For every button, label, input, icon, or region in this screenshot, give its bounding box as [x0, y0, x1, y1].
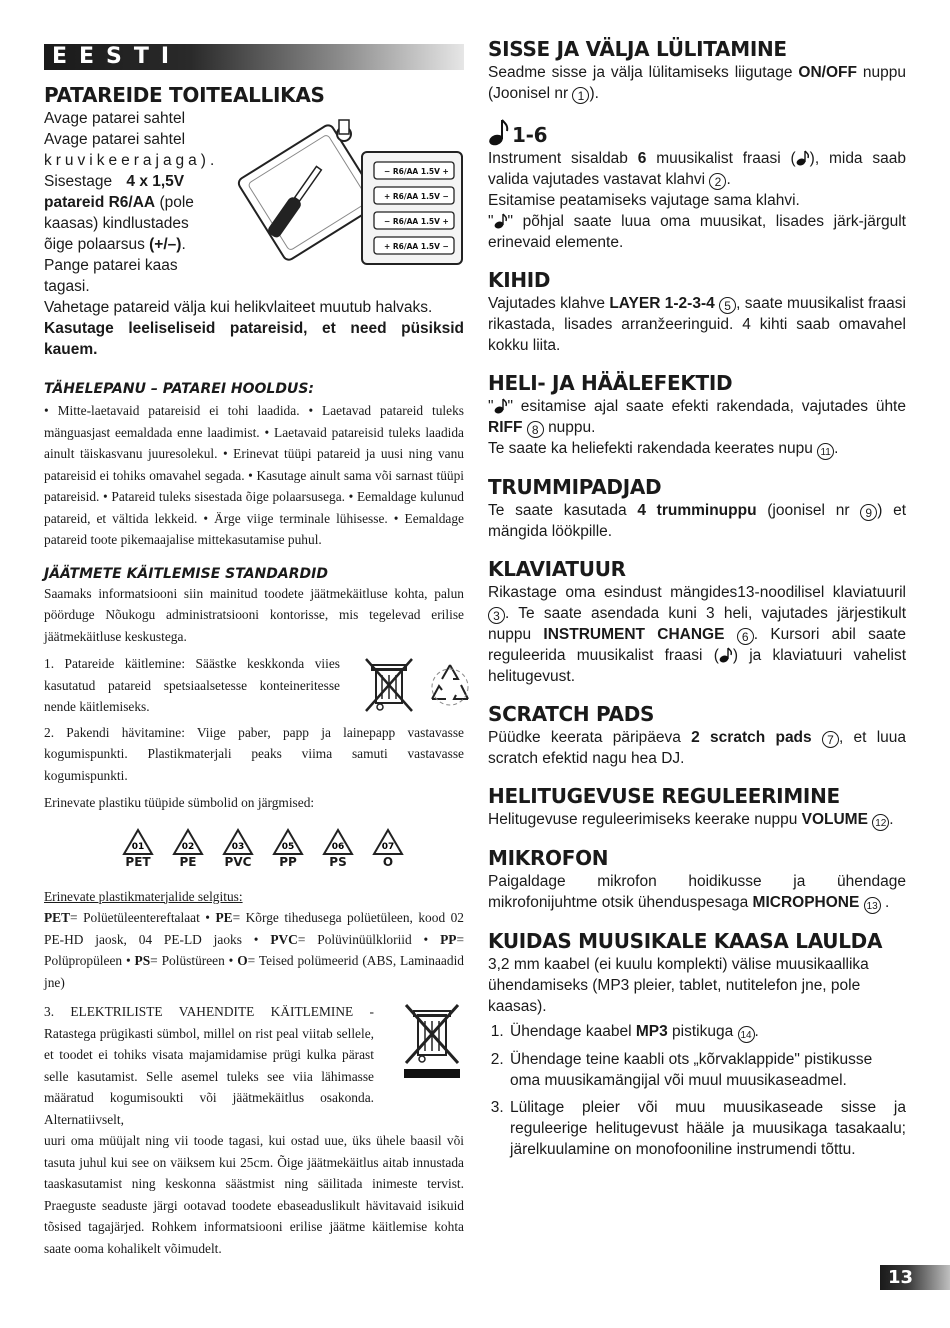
- singalong-title: KUIDAS MUUSIKALE KAASA LAULDA: [488, 929, 883, 953]
- plastic-legend-title: Erinevate plastikmaterjalide selgitus:: [44, 888, 243, 904]
- scratch-section: [488, 703, 906, 769]
- volume-section: [488, 785, 906, 831]
- battery-text-line: Pange patarei kaas: [44, 257, 178, 274]
- onoff-section: [488, 38, 906, 104]
- legend-key: PS: [134, 953, 151, 968]
- battery-type: patareid R6/AA: [44, 194, 156, 211]
- legend-key: PVC: [270, 931, 298, 947]
- svg-text:+ R6/AA 1.5V −: + R6/AA 1.5V −: [384, 192, 449, 201]
- legend-key: PET: [44, 910, 71, 925]
- battery-text-line: tagasi.: [44, 278, 90, 295]
- right-column: [488, 38, 906, 1176]
- phrases-text-part: " põhjal saate luua oma muusikat, lisades järk-järgult erinevaid elemente.: [488, 213, 906, 251]
- svg-text:+ R6/AA 1.5V −: + R6/AA 1.5V −: [384, 242, 449, 251]
- plastic-recycle-symbol: [372, 828, 404, 868]
- plastic-legend: [44, 907, 464, 993]
- keyboard-text: [488, 582, 906, 687]
- figure-number: 9: [860, 504, 877, 521]
- onoff-key: ON/OFF: [798, 64, 857, 81]
- legend-text: = Polüstüreen •: [150, 953, 234, 968]
- battery-text-part: (pole: [159, 194, 194, 211]
- figure-number: 1: [572, 87, 589, 104]
- battery-instructions: [44, 108, 219, 297]
- plastic-recycle-symbol: [122, 828, 154, 868]
- battery-text-line: õige polaarsus (+/–).: [44, 236, 186, 253]
- battery-care-title: TÄHELEPANU – PATAREI HOOLDUS:: [44, 381, 315, 397]
- battery-text-line: [44, 171, 212, 192]
- singalong-step: [508, 1049, 906, 1091]
- legend-text: = Teised polümeerid (ABS, Laminaadid jne): [44, 953, 464, 990]
- waste-battery-section: [44, 653, 464, 718]
- left-column: [44, 44, 464, 1259]
- battery-text-part: Sisestage: [44, 173, 113, 190]
- recycle-code: 02: [181, 841, 195, 852]
- onoff-text-part: Seadme sisse ja välja lülitamiseks liigutage: [488, 64, 793, 81]
- mic-key: MICROPHONE: [752, 894, 860, 911]
- keyboard-title: KLAVIATUUR: [488, 557, 626, 581]
- recycle-code: 01: [131, 841, 145, 852]
- phrases-create-text: [488, 211, 906, 253]
- effects-text-part: ": [488, 398, 494, 415]
- recycle-label: PVC: [224, 854, 252, 869]
- waste-electrical-text-b: uuri oma müüjalt ning vii toode tagasi, kui ostad uue, üks ühele baasil või tasuta juhul kui see on väiksem kui 25cm. Õige jäätmekäitlus aitab innustada taaskasutamist ning keskonna säästmist ning säilitada inimeste tervist. Praeguste seaduste järgi ootavad toodete ebaseaduslikult hävitavaid isikuid tõsised tagajärjed. Rohkem informatsiooni erilise jäätme käitlemise kohta saate ooma kohalikelt võimudelt.: [44, 1133, 464, 1256]
- drums-title: TRUMMIPADJAD: [488, 475, 662, 499]
- figure-number: 6: [737, 628, 754, 645]
- figure-number: 13: [864, 897, 881, 914]
- layers-key: LAYER 1-2-3-4: [609, 295, 715, 312]
- figure-number: 5: [719, 297, 736, 314]
- effects-key: RIFF: [488, 419, 523, 436]
- weee-crossed-bin-icon: [400, 1001, 464, 1081]
- figure-number: 2: [709, 173, 726, 190]
- recycle-label: PE: [179, 854, 197, 869]
- battery-replace-text: Vahetage patareid välja kui helikvlaiteet muutub halvaks.: [44, 299, 433, 316]
- legend-text: = Polüpropüleen •: [44, 931, 465, 968]
- figure-number: 11: [817, 443, 834, 460]
- effects-section: [488, 372, 906, 460]
- svg-text:− R6/AA 1.5V +: − R6/AA 1.5V +: [384, 167, 449, 176]
- scratch-text-part: Püüdke keerata päripäeva: [488, 729, 681, 746]
- legend-text: = Polüetüleentereftalaat •: [70, 910, 210, 925]
- battery-care-text: • Mitte-laetavaid patareisid ei tohi laadida. • Laetavad patareid tuleks mänguasjast eemaldada enne laadimist. • Laetavaid patareisid tuleks laadida ainult täiskasvanu juuresolekul. • Erinevat tüüpi patareid ja uusi ning vanu patareisid ei tohiks omavahel segada. • Kasutage ainult sama või sarnast tüüpi patareisid. • Patareid tuleks sisestada õige polaarsusega. • Eemaldage kulunud patareid, et vältida lekkeid. • Ärge viige terminale lühisesse. • Eemaldage patareid toote pikemaajalise mittekasutamise puhul.: [44, 403, 464, 547]
- waste-intro: Saamaks informatsiooni siin mainitud toodete jäätmekäitluse kohta, palun pöörduge Nõukogu administratsiooni kontorisse, mis tegelevad erilise jäätmekäitluse keskustega.: [44, 585, 464, 644]
- step-text: Ühendage kaabel: [510, 1023, 632, 1040]
- effects-text-part: " esitamise ajal saate efekti rakendada, vajutades ühte: [507, 398, 906, 415]
- figure-number: 7: [822, 731, 839, 748]
- keyboard-section: [488, 558, 906, 687]
- battery-compartment-illustration: [234, 112, 464, 272]
- step-text: Ühendage teine kaabli ots „kõrvaklappide" pistikusse oma muusikamängijal või muul muusikaseadmel.: [510, 1051, 873, 1089]
- battery-alkaline-text: Kasutage leeliseliseid patareisid, et need püsiksid kauem.: [44, 320, 464, 358]
- step-text: pistikuga: [672, 1023, 734, 1040]
- mic-text: [488, 871, 906, 914]
- battery-section: [44, 108, 464, 360]
- drums-section: [488, 476, 906, 542]
- mic-text-part: Paigaldage mikrofon hoidikusse ja ühendage mikrofonijuhtme otsik ühenduspesaga: [488, 873, 906, 911]
- singalong-step: [508, 1021, 906, 1043]
- phrases-text-part: muusikalist fraasi (: [656, 150, 796, 167]
- phrases-text-part: ": [488, 213, 494, 230]
- plastic-recycle-symbol: [222, 828, 254, 868]
- recycle-code: 07: [381, 841, 395, 852]
- drums-text-part: ) et mängida löökpille.: [488, 502, 907, 540]
- scratch-key: 2 scratch pads: [691, 729, 812, 746]
- waste-title: JÄÄTMETE KÄITLEMISE STANDARDID: [44, 565, 328, 582]
- keyboard-text-part: Rikastage oma esindust mängides13-noodilisel klaviatuuril: [488, 584, 906, 601]
- onoff-text-part: nuppu (Joonisel nr: [488, 64, 907, 102]
- phrases-stop-text: Esitamise peatamiseks vajutage sama klahvi.: [488, 192, 800, 209]
- layers-text: [488, 293, 906, 356]
- waste-electrical-text-a: 3. ELEKTRILISTE VAHENDITE KÄITLEMINE - Ratastega prügikasti sümbol, millel on rist peal viitab sellele, et toodet ei tohiks visata majamidamise prügi kulka pärast selle kasutamist. Selle asemel tuleks see viia lähimasse määratud kogumisoukti või jäätmekäitlus osakonda. Alternatiivselt,: [44, 1004, 374, 1127]
- recycle-triangle-icon: [322, 828, 354, 856]
- layers-title: KIHID: [488, 268, 551, 292]
- drums-text: [488, 500, 906, 542]
- battery-text-line: Avage patarei sahtel: [44, 131, 186, 148]
- layers-text-part: Vajutades klahve: [488, 295, 605, 312]
- recycle-label: PP: [279, 854, 297, 869]
- legend-key: PE: [215, 910, 233, 925]
- music-note-icon: [494, 213, 508, 229]
- legend-text: = Kõrge tihedusega polüetüleen, kood 02 PE-HD jaosk, 04 PE-LD jaoks •: [44, 910, 465, 947]
- singalong-step: [508, 1097, 906, 1160]
- volume-text: [488, 809, 906, 831]
- music-note-icon: [494, 398, 508, 414]
- battery-title: PATAREIDE TOITEALLIKAS: [44, 83, 325, 107]
- recycle-code: 03: [231, 841, 245, 852]
- page-number: 13: [880, 1265, 950, 1290]
- waste-electrical-section: [44, 1001, 464, 1130]
- recycle-triangle-icon: [172, 828, 204, 856]
- waste-packaging-text: 2. Pakendi hävitamine: Viige paber, papp ja lainepapp vastavasse kogumispunkti. Plastikmaterjali peaks viima samuti vastavasse kogumispunkti.: [44, 724, 464, 783]
- layers-text-part: , saate muusikalist fraasi rikastada, lisades arranžeeringuid. 4 kihti saab omavahel kokku liita.: [488, 295, 906, 354]
- legend-key: O: [237, 953, 248, 968]
- onoff-text: [488, 62, 906, 104]
- keyboard-text-part: . Te saate asendada kuni 3 heli, vajutades järjestikult nuppu: [488, 605, 906, 643]
- phrases-count: 6: [637, 150, 647, 167]
- effects-text: [488, 396, 906, 438]
- volume-title: HELITUGEVUSE REGULEERIMINE: [488, 784, 840, 808]
- step-key: MP3: [635, 1023, 668, 1040]
- recycle-triangle-icon: [222, 828, 254, 856]
- phrases-title: [488, 118, 906, 146]
- recycle-icon: [424, 659, 476, 711]
- music-note-icon: [488, 118, 510, 146]
- battery-text-part: õige polaarsus: [44, 236, 145, 253]
- phrases-text: [488, 148, 906, 190]
- volume-key: VOLUME: [801, 811, 868, 828]
- drums-text-part: Te saate kasutada: [488, 502, 627, 519]
- effects-text-part: Te saate ka heliefekti rakendada keerates nupu: [488, 440, 813, 457]
- mic-title: MIKROFON: [488, 846, 609, 870]
- keyboard-text-part: ) ja klaviatuuri vahelist helitugevust.: [488, 647, 906, 685]
- scratch-title: SCRATCH PADS: [488, 702, 655, 726]
- figure-number: 12: [872, 814, 889, 831]
- singalong-steps: [488, 1021, 906, 1160]
- recycle-triangle-icon: [372, 828, 404, 856]
- phrases-title-text: 1-6: [512, 123, 548, 147]
- recycle-code: 06: [331, 841, 345, 852]
- battery-text-line: Avage patarei sahtel: [44, 110, 186, 127]
- recycle-triangle-icon: [272, 828, 304, 856]
- volume-text-part: Helitugevuse reguleerimiseks keerake nuppu: [488, 811, 798, 828]
- effects-text-part: .: [834, 440, 839, 457]
- plastic-recycle-symbol: [322, 828, 354, 868]
- battery-text-line: [44, 192, 212, 213]
- phrases-text-part: Instrument sisaldab: [488, 150, 628, 167]
- singalong-section: [488, 930, 906, 1160]
- battery-text-line: kruvikeerajaga).: [44, 152, 219, 169]
- onoff-text-part: ).: [589, 85, 599, 102]
- recycle-label: O: [382, 854, 394, 869]
- keyboard-text-part: . Kursori abil saate reguleerida muusikalist fraasi (: [488, 626, 906, 664]
- scratch-text: [488, 727, 906, 769]
- effects-text-part: nuppu.: [548, 419, 596, 436]
- plastic-symbols-intro: Erinevate plastiku tüüpide sümbolid on järgmised:: [44, 795, 315, 810]
- music-note-icon: [719, 647, 733, 663]
- onoff-title: SISSE JA VÄLJA LÜLITAMINE: [488, 37, 787, 61]
- figure-number: 3: [488, 607, 505, 624]
- svg-text:− R6/AA 1.5V +: − R6/AA 1.5V +: [384, 217, 449, 226]
- phrases-section: [488, 118, 906, 253]
- legend-text: = Polüvinüülkloriid •: [297, 931, 429, 947]
- step-text: .: [754, 1023, 759, 1040]
- battery-polarity: (+/–): [149, 236, 182, 253]
- scratch-text-part: , et luua scratch efektid nagu hea DJ.: [488, 729, 907, 767]
- waste-batteries-text: 1. Patareide käitlemine: Säästke keskkonda viies kasutatud patareid spetsiaalsetesse konteineritesse nende käitlemiseks.: [44, 656, 340, 714]
- drums-text-part: (joonisel nr: [767, 502, 850, 519]
- plastic-recycle-symbol: [172, 828, 204, 868]
- singalong-intro: 3,2 mm kaabel (ei kuulu komplekti) välise muusikaallika ühendamiseks (MP3 pleier, tablet, nutitelefon jne, pole kaasas).: [488, 956, 869, 1015]
- legend-key: PP: [440, 931, 457, 947]
- keyboard-key: INSTRUMENT CHANGE: [543, 626, 725, 643]
- phrases-text-part: ), mida saab valida vajutades vastavat klahvi: [488, 150, 907, 188]
- plastic-symbols-row: [122, 828, 464, 868]
- music-note-icon: [796, 150, 810, 166]
- recycle-code: 05: [281, 841, 295, 852]
- recycle-label: PS: [329, 854, 347, 869]
- figure-number: 14: [738, 1026, 755, 1043]
- figure-number: 8: [527, 421, 544, 438]
- mic-section: [488, 847, 906, 914]
- mic-text-part: .: [884, 894, 890, 911]
- layers-section: [488, 269, 906, 356]
- weee-bin-icon: [362, 655, 418, 715]
- phrases-text-part: .: [726, 171, 731, 188]
- volume-text-part: .: [889, 811, 894, 828]
- language-header: EESTI: [44, 44, 464, 70]
- recycle-triangle-icon: [122, 828, 154, 856]
- recycle-label: PET: [125, 854, 151, 869]
- step-text: Lülitage pleier või muu muusikaseade sisse ja reguleerige helitugevust hääle ja muusikaga tasakaalu; järelkuulamine on monofooniline instrumendi tõttu.: [510, 1099, 906, 1158]
- effects-knob-text: [488, 438, 906, 460]
- drums-key: 4 trumminuppu: [637, 502, 757, 519]
- effects-title: HELI- JA HÄÄLEFEKTID: [488, 371, 733, 395]
- plastic-recycle-symbol: [272, 828, 304, 868]
- battery-qty: 4 x 1,5V: [126, 173, 185, 190]
- battery-text-line: kaasas) kindlustades: [44, 215, 189, 232]
